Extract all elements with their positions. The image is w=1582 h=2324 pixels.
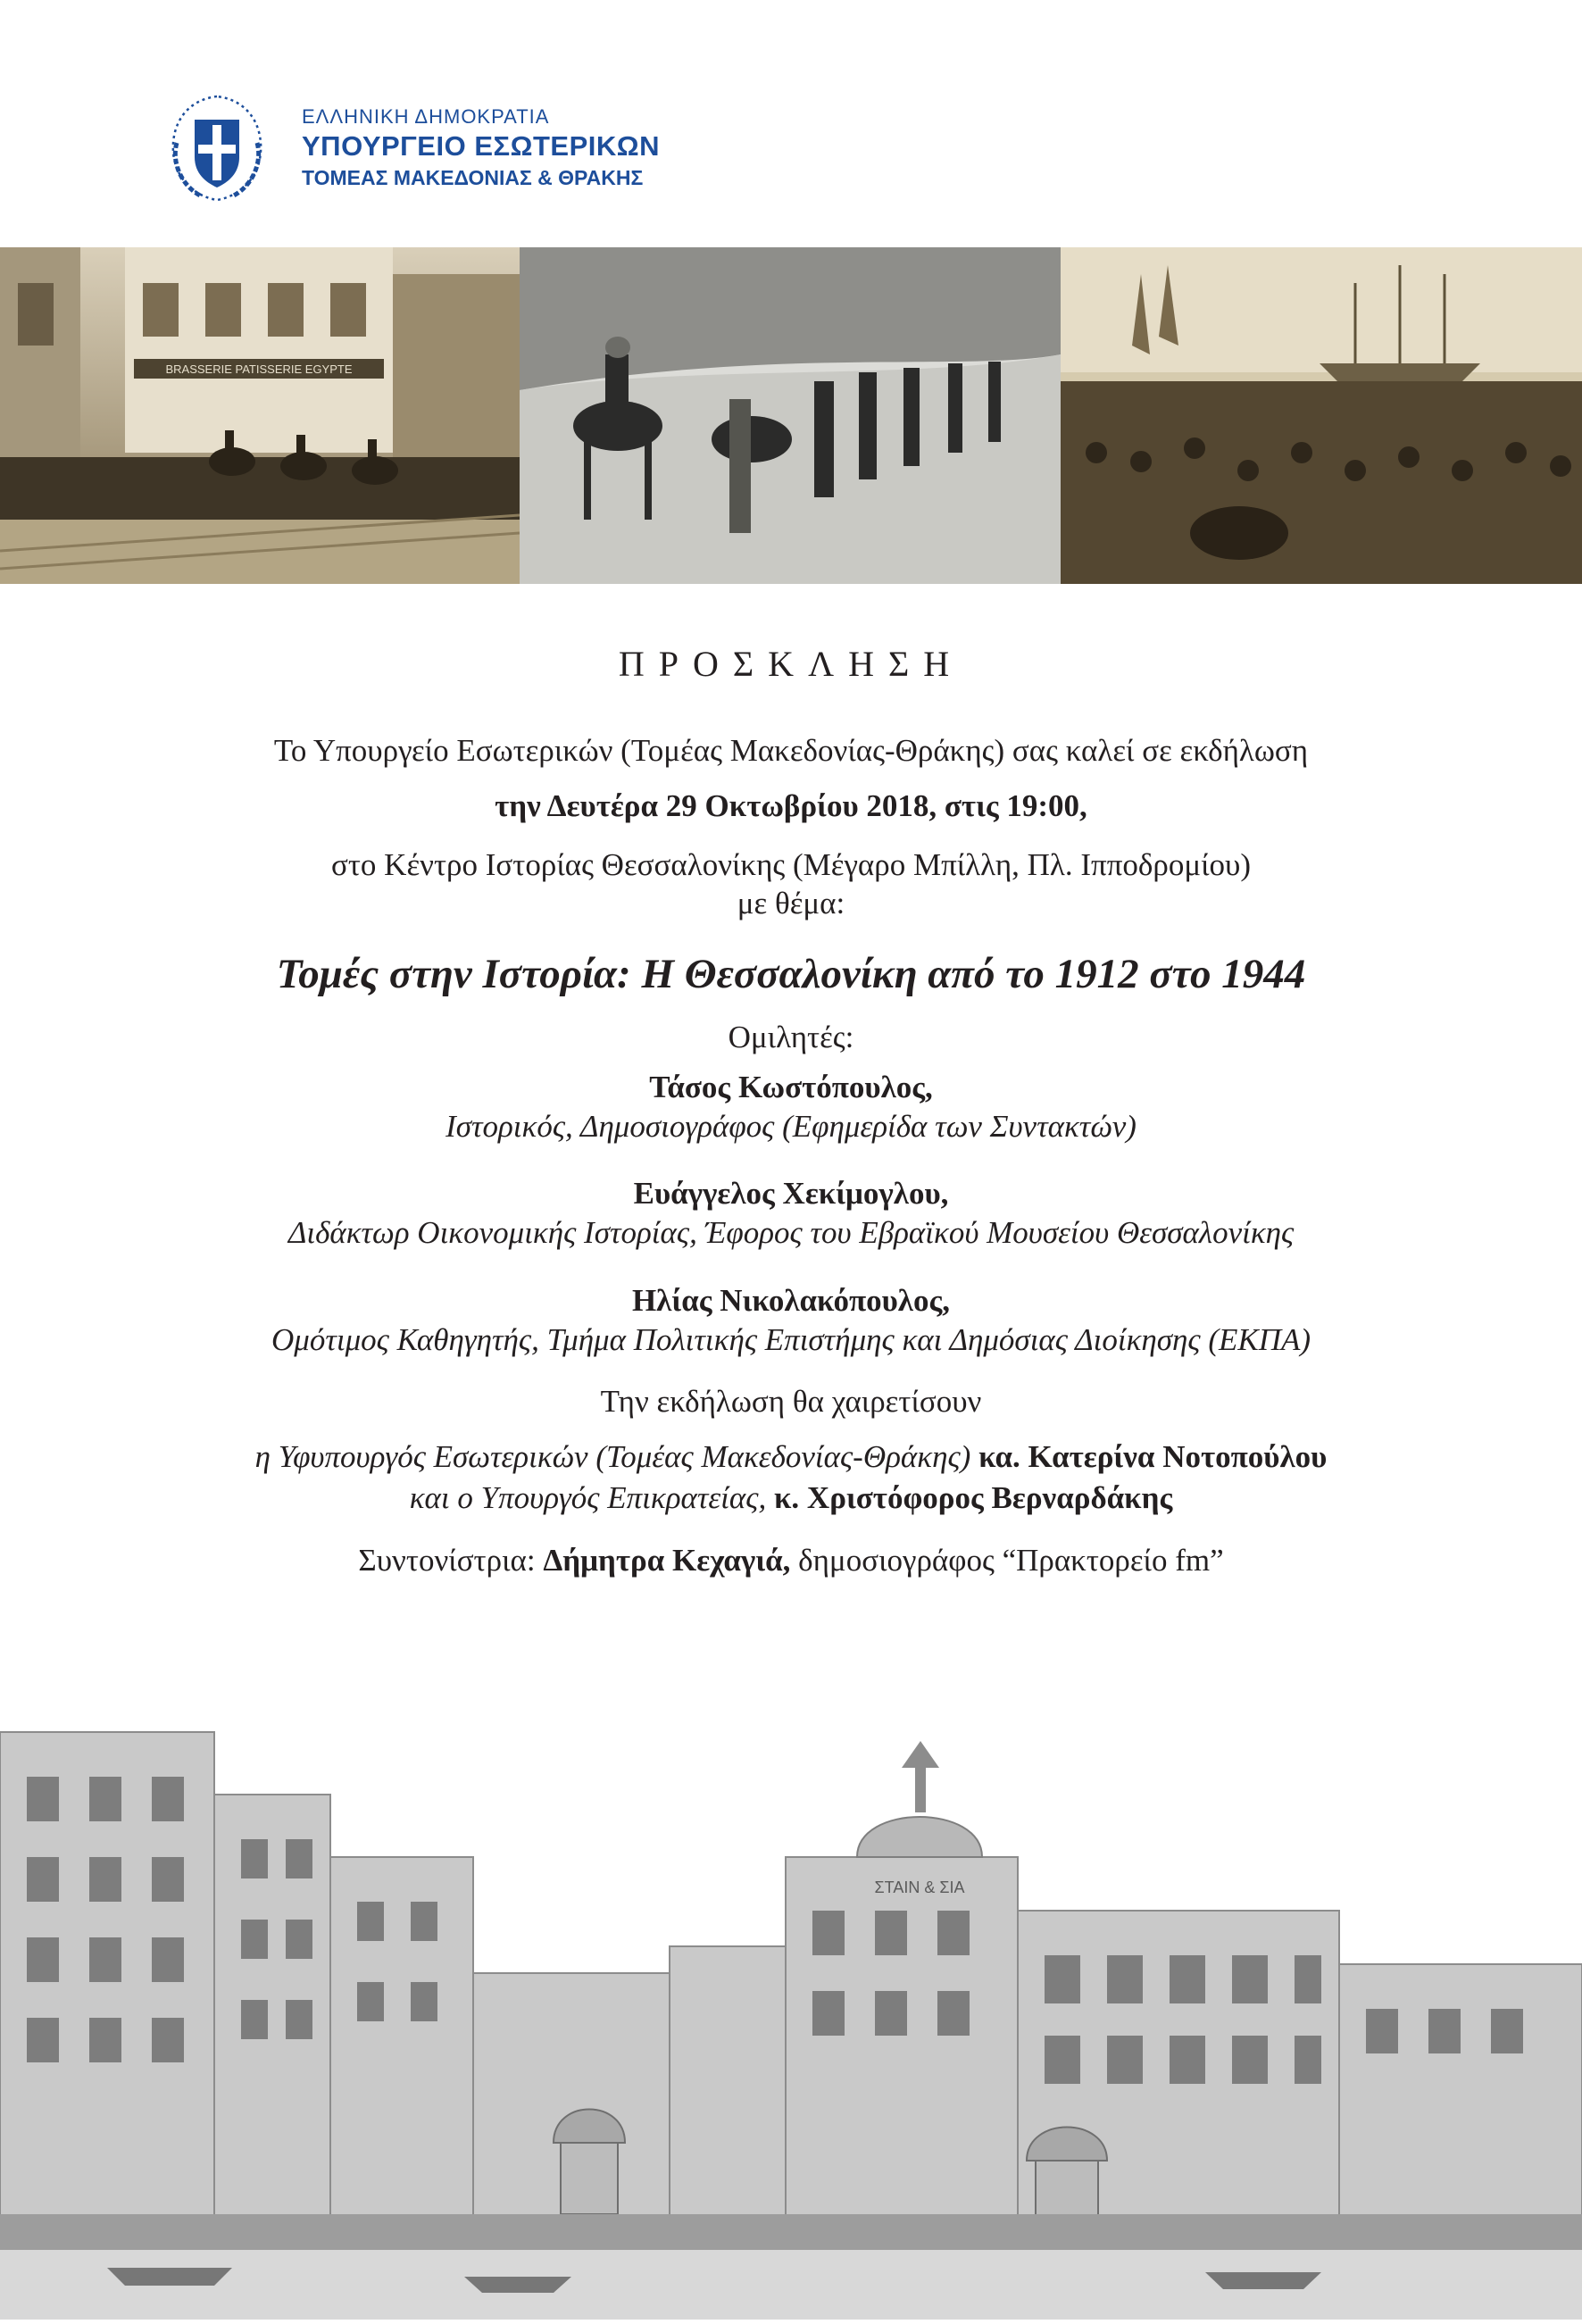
moderator-role: δημοσιογράφος “Πρακτορείο fm” [798, 1542, 1224, 1578]
speaker-block [0, 1174, 1582, 1253]
speaker-name: Τάσος Κωστόπουλος, [649, 1069, 933, 1104]
moderator-label: Συντονίστρια: [358, 1542, 536, 1578]
ministry-header [159, 89, 660, 205]
invitation-body [0, 625, 1582, 1579]
speaker-role: Διδάκτωρ Οικονομικής Ιστορίας, Έφορος του Εβραϊκού Μουσείου Θεσσαλονίκης [287, 1215, 1295, 1250]
greek-coat-of-arms-icon [159, 89, 275, 205]
event-topic: Τομές στην Ιστορία: Η Θεσσαλονίκη από το 1912 στο 1944 [276, 951, 1306, 997]
speaker-role: Ομότιμος Καθηγητής, Τμήμα Πολιτικής Επιστήμης και Δημόσιας Διοίκησης (ΕΚΠΑ) [271, 1321, 1311, 1357]
greeting-line-1 [0, 1437, 1582, 1477]
topic-label: με θέμα: [737, 886, 845, 921]
event-date: την Δευτέρα 29 Οκτωβρίου 2018, στις 19:00, [495, 787, 1087, 823]
greeting-label: Την εκδήλωση θα χαιρετίσουν [600, 1384, 982, 1420]
speakers-label: Ομιλητές: [728, 1020, 854, 1054]
event-venue: στο Κέντρο Ιστορίας Θεσσαλονίκης (Μέγαρο Μπίλλη, Πλ. Ιπποδρομίου) [331, 846, 1251, 882]
speaker-block [0, 1068, 1582, 1146]
invitation-title: ΠΡΟΣΚΛΗΣΗ [618, 644, 964, 684]
cafe-sign: BRASSERIE PATISSERIE EGYPTE [165, 362, 353, 376]
header-line-republic: ΕΛΛΗΝΙΚΗ ΔΗΜΟΚΡΑΤΙΑ [302, 104, 550, 128]
invitation-intro: Το Υπουργείο Εσωτερικών (Τομέας Μακεδονίας-Θράκης) σας καλεί σε εκδήλωση [273, 733, 1309, 768]
photo-soldiers-with-mules [520, 247, 1061, 584]
header-line-ministry: ΥΠΟΥΡΓΕΙΟ ΕΣΩΤΕΡΙΚΩΝ [302, 129, 660, 162]
photo-harbor-crowd [1061, 247, 1582, 584]
greeting-2-role: και ο Υπουργός Επικρατείας, [409, 1479, 767, 1515]
city-shop-sign: ΣΤΑΙΝ & ΣΙΑ [874, 1878, 965, 1896]
greeting-1-role: η Υφυπουργός Εσωτερικών (Τομέας Μακεδονίας-Θράκης) [254, 1439, 971, 1474]
thessaloniki-waterfront-engraving [0, 1678, 1582, 2320]
greeting-2-name: κ. Χριστόφορος Βερναρδάκης [773, 1479, 1173, 1515]
speaker-role: Ιστορικός, Δημοσιογράφος (Εφημερίδα των Συντακτών) [445, 1108, 1137, 1144]
greeting-line-2 [0, 1479, 1582, 1518]
speaker-name: Ηλίας Νικολακόπουλος, [631, 1282, 951, 1318]
greeting-1-name: κα. Κατερίνα Νοτοπούλου [978, 1439, 1328, 1474]
speaker-name: Ευάγγελος Χεκίμογλου, [633, 1176, 949, 1212]
moderator-line [0, 1541, 1582, 1580]
historic-photo-strip [0, 247, 1582, 584]
moderator-name: Δήμητρα Κεχαγιά, [543, 1542, 791, 1578]
header-line-sector: ΤΟΜΕΑΣ ΜΑΚΕΔΟΝΙΑΣ & ΘΡΑΚΗΣ [302, 165, 644, 189]
photo-cavalry-parade [0, 247, 520, 584]
speaker-block [0, 1281, 1582, 1360]
